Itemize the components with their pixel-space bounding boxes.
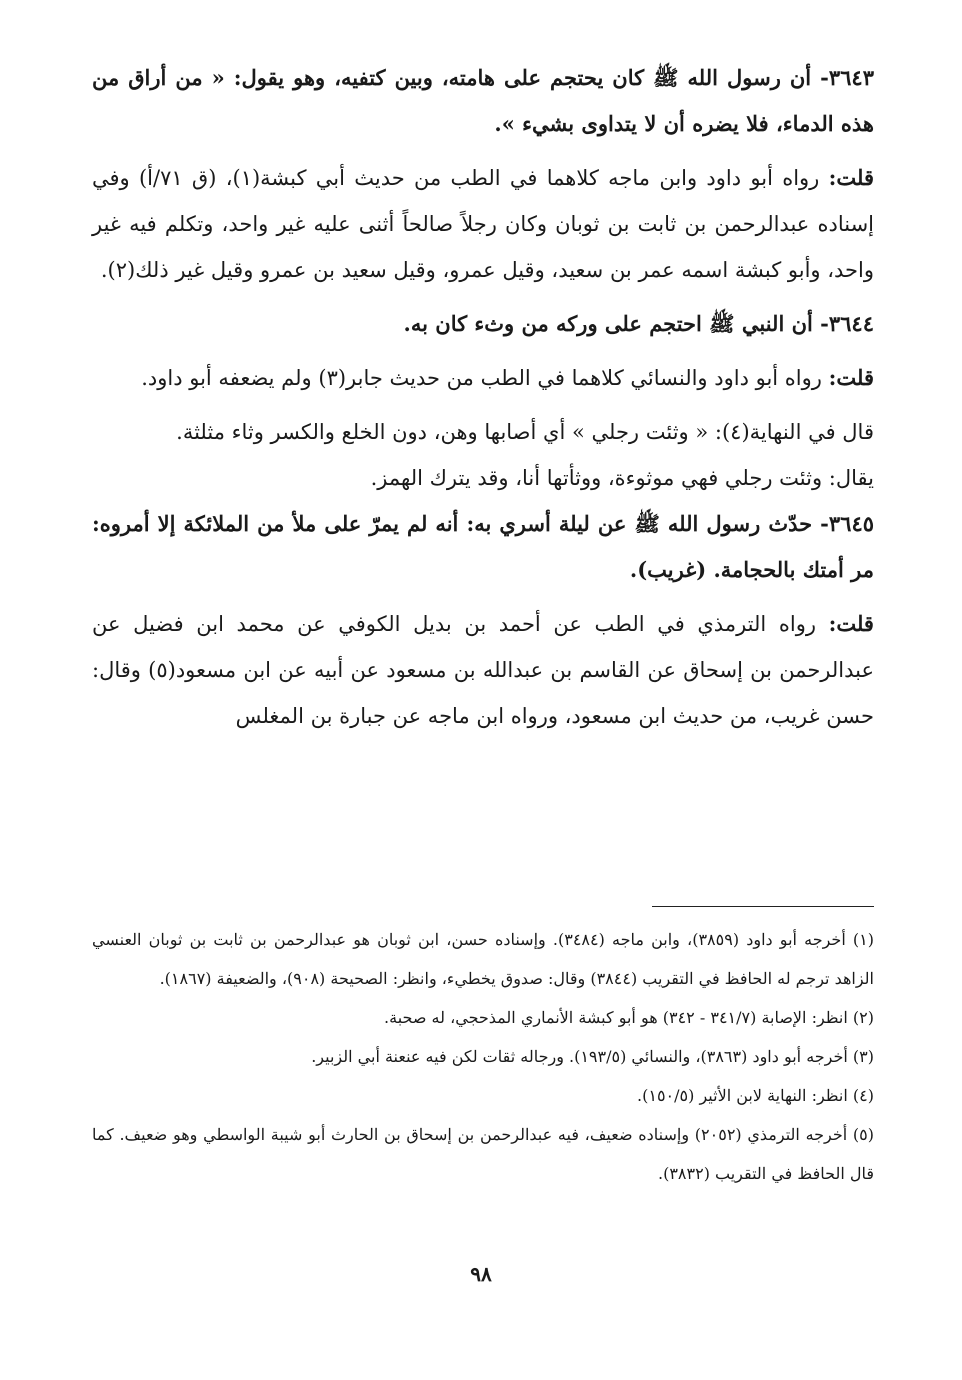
comment-label: قلت:	[828, 165, 874, 190]
comment-3645	[92, 601, 874, 739]
page-number: ٩٨	[470, 1262, 492, 1286]
comment-3644	[92, 355, 874, 401]
footnote-1: (١) أخرجه أبو داود (٣٨٥٩)، وابن ماجه (٣٤٨٤). وإسناده حسن، ابن ثوبان هو عبدالرحمن بن ثابت بن ثوبان العنسي الزاهد ترجم له الحافظ في التقريب (٣٨٤٤) وقال: صدوق يخطيء، وانظر: الصحيحة (٩٠٨)، والضعيفة (١٨٦٧).	[92, 930, 875, 988]
footnotes	[92, 920, 874, 1193]
hadith-number: ٣٦٤٣-	[820, 65, 874, 90]
comment-text: رواه أبو داود والنسائي كلاهما في الطب من حديث جابر(٣) ولم يضعفه أبو داود.	[141, 366, 822, 390]
comment-3643	[92, 155, 874, 293]
hadith-text: أن رسول الله ﷺ كان يحتجم على هامته، وبين كتفيه، وهو يقول: « من أراق من هذه الدماء، فلا يضره أن لا يتداوى بشيء ».	[92, 65, 874, 136]
comment-text: رواه الترمذي في الطب عن أحمد بن بديل الكوفي عن محمد ابن فضيل عن عبدالرحمن بن إسحاق عن القاسم بن عبدالله بن مسعود عن أبيه عن ابن مسعود(٥) وقال: حسن غريب، من حديث ابن مسعود، ورواه ابن ماجه عن جبارة بن المغلس	[92, 612, 875, 728]
footnote-4: (٤) انظر: النهاية لابن الأثير (١٥٠/٥).	[637, 1086, 874, 1105]
hadith-number: ٣٦٤٤-	[820, 311, 874, 336]
hadith-3645	[92, 501, 874, 593]
hadith-number: ٣٦٤٥-	[820, 511, 875, 536]
hadith-text: حدّث رسول الله ﷺ عن ليلة أسري به: أنه لم يمرّ على ملأ من الملائكة إلا أمروه: مر أمتك بالحجامة. (غريب).	[92, 511, 874, 582]
comment-text: رواه أبو داود وابن ماجه كلاهما في الطب من حديث أبي كبشة(١)، (ق ٧١/أ) وفي إسناده عبدالرحمن بن ثابت بن ثوبان وكان رجلاً صالحاً أثنى عليه غير واحد، وتكلم فيه غير واحد، وأبو كبشة اسمه عمر بن سعيد، وقيل عمرو، وقيل سعيد بن عمرو وقيل غير ذلك(٢).	[92, 166, 874, 282]
footnote-5: (٥) أخرجه الترمذي (٢٠٥٢) وإسناده ضعيف، فيه عبدالرحمن بن إسحاق بن الحارث أبو شيبة الواسطي وهو ضعيف. كما قال الحافظ في التقريب (٣٨٣٢).	[92, 1125, 875, 1183]
main-text	[92, 55, 874, 739]
comment-label: قلت:	[828, 611, 874, 636]
hadith-3643	[92, 55, 874, 147]
footnote-3: (٣) أخرجه أبو داود (٣٨٦٣)، والنسائي (١٩٣/٥). ورجاله ثقات لكن فيه عنعنة أبي الزبير.	[311, 1047, 874, 1066]
nihaya-quote-line2: يقال: وثئت رجلي فهي موثوءة، ووثأتها أنا، وقد يترك الهمز.	[370, 466, 874, 490]
hadith-3644	[92, 301, 874, 347]
comment-label: قلت:	[828, 365, 874, 390]
hadith-text: أن النبي ﷺ احتجم على وركه من وثء كان به.	[403, 311, 813, 336]
nihaya-quote-line1: قال في النهاية(٤): « وثئت رجلي » أي أصابها وهن، دون الخلع والكسر وثاء مثلثة.	[176, 420, 874, 444]
footnote-divider	[652, 906, 874, 907]
footnote-2: (٢) انظر: الإصابة (٣٤١/٧ - ٣٤٢) هو أبو كبشة الأنماري المذحجي، له صحبة.	[384, 1008, 874, 1027]
